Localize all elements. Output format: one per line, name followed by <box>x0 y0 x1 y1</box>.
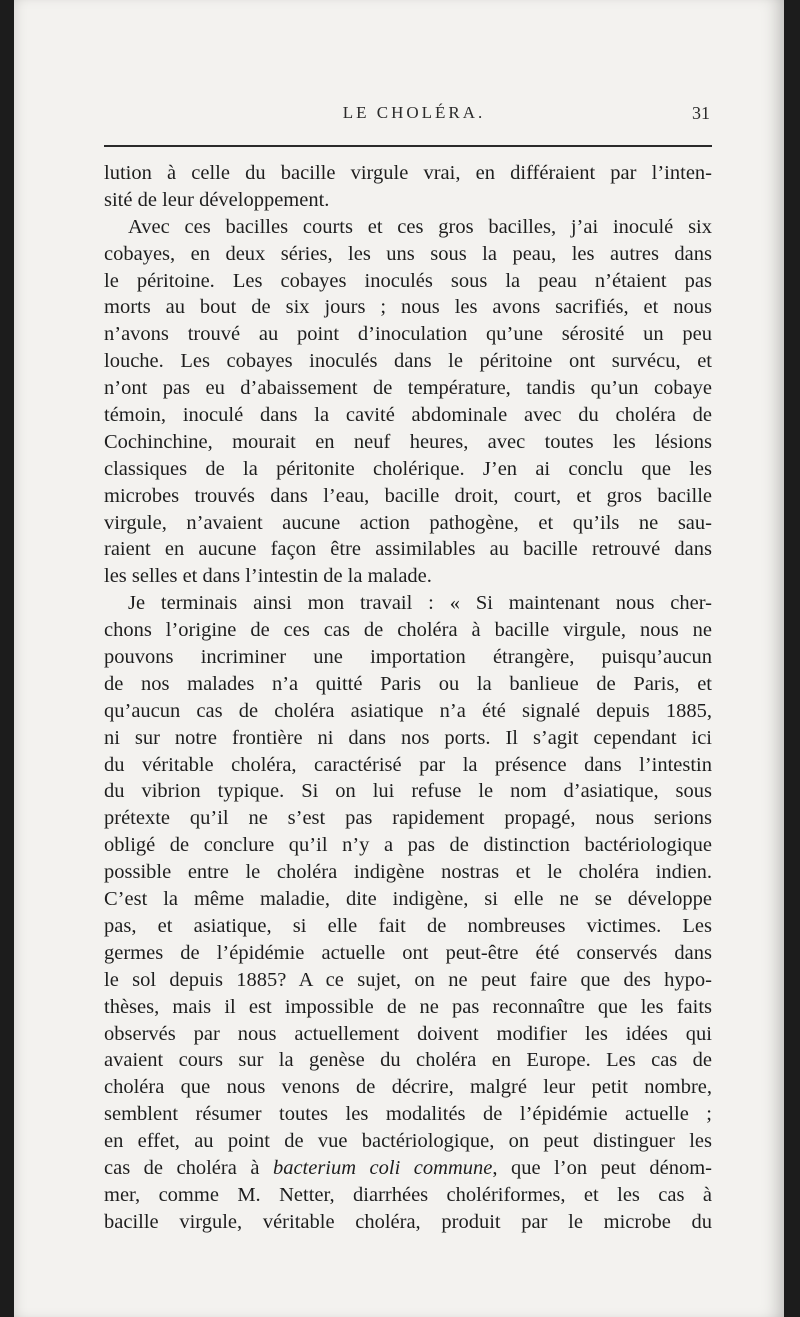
page-number: 31 <box>692 103 710 123</box>
text-line: microbes trouvés dans l’eau, bacille droit, court, et gros bacille <box>104 484 712 507</box>
text-line: C’est la même maladie, dite indigène, si elle ne se développe <box>104 888 712 911</box>
text-segment: cas de choléra à <box>104 1156 273 1179</box>
text-line: en effet, au point de vue bactériologique, on peut distinguer les <box>104 1130 712 1153</box>
text-line: avaient cours sur la genèse du choléra en Europe. Les cas de <box>104 1049 712 1072</box>
text-line: qu’aucun cas de choléra asiatique n’a été signalé depuis 1885, <box>104 699 712 722</box>
text-line: thèses, mais il est impossible de ne pas reconnaître que les faits <box>104 995 712 1018</box>
text-line: lution à celle du bacille virgule vrai, en différaient par l’inten- <box>104 162 712 184</box>
text-line: ni sur notre frontière ni dans nos ports. Il s’agit cependant ici <box>104 726 712 749</box>
text-line: sité de leur développement. <box>104 188 330 211</box>
text-line: observés par nous actuellement doivent modifier les idées qui <box>104 1022 712 1045</box>
text-line: n’ont pas eu d’abaissement de température, tandis qu’un cobaye <box>104 377 712 400</box>
text-line: prétexte qu’il ne s’est pas rapidement propagé, nous serions <box>104 807 712 830</box>
text-line: semblent résumer toutes les modalités de l’épidémie actuelle ; <box>104 1103 712 1126</box>
text-line: choléra que nous venons de décrire, malgré leur petit nombre, <box>104 1076 712 1099</box>
text-line: du véritable choléra, caractérisé par la présence dans l’intestin <box>104 753 712 776</box>
text-line: le sol depuis 1885? A ce sujet, on ne peut faire que des hypo- <box>104 968 712 991</box>
body-text <box>104 160 712 1236</box>
text-line-with-italic <box>104 1155 712 1182</box>
text-line: bacille virgule, véritable choléra, produit par le microbe du <box>104 1210 712 1233</box>
text-line: les selles et dans l’intestin de la malade. <box>104 565 432 588</box>
book-page <box>14 0 784 1317</box>
text-line: raient en aucune façon être assimilables au bacille retrouvé dans <box>104 538 712 561</box>
text-line: morts au bout de six jours ; nous les avons sacrifiés, et nous <box>104 296 712 319</box>
text-line: pouvons incriminer une importation étrangère, puisqu’aucun <box>104 646 712 669</box>
text-line: n’avons trouvé au point d’inoculation qu’une sérosité un peu <box>104 323 712 346</box>
text-line: Cochinchine, mourait en neuf heures, avec toutes les lésions <box>104 430 712 453</box>
text-line: chons l’origine de ces cas de choléra à bacille virgule, nous ne <box>104 619 712 642</box>
text-segment: , que l’on peut dénom- <box>492 1156 713 1179</box>
text-line: cobayes, en deux séries, les uns sous la peau, les autres dans <box>104 242 712 265</box>
text-line: germes de l’épidémie actuelle ont peut-être été conservés dans <box>104 941 712 964</box>
header-rule <box>104 145 712 147</box>
text-line: le péritoine. Les cobayes inoculés sous la peau n’étaient pas <box>104 269 712 292</box>
text-line: Je terminais ainsi mon travail : « Si maintenant nous cher- <box>128 592 712 615</box>
text-line: du vibrion typique. Si on lui refuse le nom d’asiatique, sous <box>104 780 712 803</box>
text-line: obligé de conclure qu’il n’y a pas de distinction bactériologique <box>104 834 712 857</box>
text-line: louche. Les cobayes inoculés dans le péritoine ont survécu, et <box>104 350 712 373</box>
text-line: pas, et asiatique, si elle fait de nombreuses victimes. Les <box>104 914 712 937</box>
text-line: classiques de la péritonite cholérique. J’en ai conclu que les <box>104 457 712 480</box>
page-header <box>104 103 724 133</box>
text-line: mer, comme M. Netter, diarrhées cholériformes, et les cas à <box>104 1183 712 1206</box>
italic-term: bacterium coli commune <box>272 1156 493 1179</box>
text-line: témoin, inoculé dans la cavité abdominale avec du choléra de <box>104 404 712 427</box>
text-line: virgule, n’avaient aucune action pathogène, et qu’ils ne sau- <box>104 511 712 534</box>
text-line: de nos malades n’a quitté Paris ou la banlieue de Paris, et <box>104 672 712 695</box>
text-line: Avec ces bacilles courts et ces gros bacilles, j’ai inoculé six <box>128 215 712 238</box>
running-title: LE CHOLÉRA. <box>342 103 486 122</box>
text-line: possible entre le choléra indigène nostras et le choléra indien. <box>104 861 712 884</box>
